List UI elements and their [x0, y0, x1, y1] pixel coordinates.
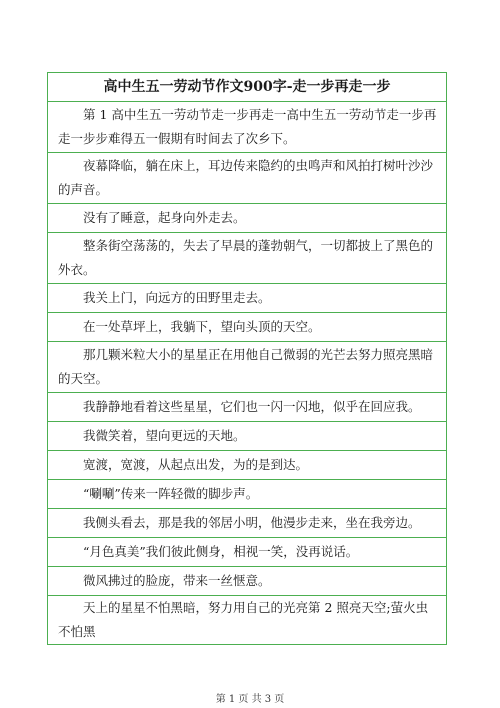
table-row — [48, 538, 447, 567]
paragraph: 整条街空荡荡的，失去了早晨的蓬勃朝气，一切都披上了黑色的外衣。 — [48, 233, 447, 284]
table-row — [48, 204, 447, 233]
table-row — [48, 233, 447, 284]
paragraph: 第 1 高中生五一劳动节走一步再走一高中生五一劳动节走一步再走一步步难得五一假期有时间去了次乡下。 — [48, 102, 447, 153]
paragraph: “月色真美”我们彼此侧身，相视一笑，没再说话。 — [48, 538, 447, 567]
table-row — [48, 596, 447, 645]
paragraph: 我微笑着，望向更远的天地。 — [48, 422, 447, 451]
paragraph: 夜幕降临，躺在床上，耳边传来隐约的虫鸣声和风拍打树叶沙沙的声音。 — [48, 153, 447, 204]
table-row — [48, 451, 447, 480]
paragraph: 微风拂过的脸庞，带来一丝惬意。 — [48, 567, 447, 596]
paragraph: 天上的星星不怕黑暗，努力用自己的光亮第 2 照亮天空;萤火虫不怕黑 — [48, 596, 447, 645]
paragraph: 我静静地看着这些星星，它们也一闪一闪地，似乎在回应我。 — [48, 393, 447, 422]
essay-title: 高中生五一劳动节作文900字-走一步再走一步 — [48, 73, 447, 102]
table-row — [48, 480, 447, 509]
paragraph: 在一处草坪上，我躺下，望向头顶的天空。 — [48, 313, 447, 342]
essay-table — [47, 72, 447, 645]
paragraph: 我关上门，向远方的田野里走去。 — [48, 284, 447, 313]
table-row — [48, 102, 447, 153]
paragraph: 没有了睡意，起身向外走去。 — [48, 204, 447, 233]
table-row — [48, 153, 447, 204]
page-number-footer: 第 1 页 共 3 页 — [215, 694, 285, 705]
table-row — [48, 567, 447, 596]
table-row — [48, 422, 447, 451]
table-row — [48, 284, 447, 313]
title-row — [48, 73, 447, 102]
paragraph: 宽渡，宽渡，从起点出发，为的是到达。 — [48, 451, 447, 480]
table-row — [48, 509, 447, 538]
table-row — [48, 313, 447, 342]
table-row — [48, 342, 447, 393]
paragraph: 那几颗米粒大小的星星正在用他自己微弱的光芒去努力照亮黑暗的天空。 — [48, 342, 447, 393]
paragraph: “唰唰”传来一阵轻微的脚步声。 — [48, 480, 447, 509]
paragraph: 我侧头看去，那是我的邻居小明，他漫步走来，坐在我旁边。 — [48, 509, 447, 538]
table-row — [48, 393, 447, 422]
